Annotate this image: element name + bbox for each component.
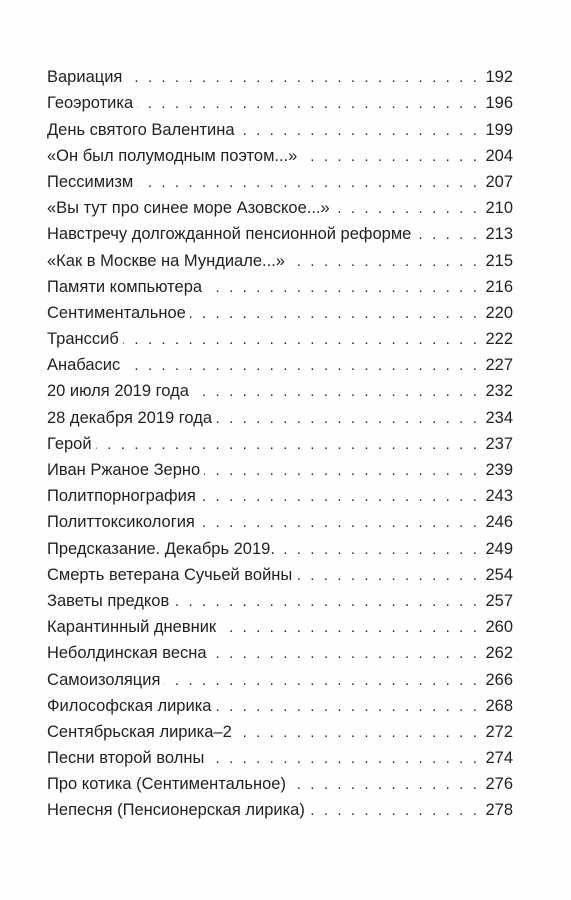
toc-entry [47,271,513,297]
toc-entry [47,532,513,558]
dot-leader [211,644,480,663]
toc-entry-title: Иван Ржаное Зерно [47,461,201,479]
dot-leader [164,671,479,690]
toc-entry-title: Политтоксикология [47,513,195,532]
toc-entry [47,140,513,166]
toc-entry-title: Сентиментальное [47,303,186,322]
toc-entry-page-number: 213 [485,225,513,244]
toc-entry-page-number: 232 [485,382,513,401]
dot-leader [334,199,480,218]
toc-entry-title: «Как в Москве на Мундиале...» [47,251,285,270]
toc-entry-title: Самоизоляция [47,670,161,689]
dot-leader [239,121,480,140]
toc-entry [47,87,513,113]
toc-entry-title: 28 декабря 2019 года [47,408,213,427]
toc-entry-page-number: 207 [485,172,513,191]
dot-leader [96,435,480,454]
dot-leader [137,94,479,113]
toc-entry-page-number: 243 [485,487,513,506]
dot-leader [309,801,480,820]
toc-entry-title: Заветы предков [47,591,170,610]
toc-entry-page-number: 278 [485,801,513,820]
toc-entry-page-number: 222 [485,330,513,349]
toc-entry [47,559,513,585]
toc-entry [47,637,513,663]
dot-leader [220,618,479,637]
toc-entry [47,611,513,637]
toc-entry-title: Неболдинская весна [47,644,207,663]
toc-entry-page-number: 249 [485,539,513,558]
dot-leader [173,592,479,611]
toc-entry [47,506,513,532]
toc-entry-page-number: 276 [485,775,513,794]
toc-entry-page-number: 199 [485,120,513,139]
dot-leader [236,723,480,742]
toc-entry [47,794,513,820]
toc-entry [47,297,513,323]
toc-entry [47,323,513,349]
toc-entry-title: Навстречу долгожданной пенсионной реформе [47,225,412,244]
dot-leader [199,513,480,532]
dot-leader [137,173,479,192]
toc-entry-title: Песни второй волны [47,749,205,768]
dot-leader [190,304,480,323]
toc-entry-page-number: 204 [485,146,513,165]
toc-entry [47,401,513,427]
toc-entry-title: Предсказание. Декабрь 2019. [47,539,275,558]
dot-leader [301,147,479,166]
toc-entry-page-number: 266 [485,670,513,689]
dot-leader [289,252,480,271]
toc-entry [47,192,513,218]
toc-entry-title: Философская лирика [47,696,212,715]
toc-entry-title: Геоэротика [47,94,134,113]
dot-leader [123,330,480,349]
toc-entry-page-number: 272 [485,722,513,741]
toc-entry [47,218,513,244]
dot-leader [206,278,479,297]
dot-leader [126,68,479,87]
toc-entry-page-number: 196 [485,94,513,113]
dot-leader [124,356,479,375]
dot-leader [215,697,479,716]
toc-entry [47,375,513,401]
toc-entry-title: Транссиб [47,330,119,349]
toc-entry-page-number: 239 [485,461,513,479]
toc-entry-page-number: 192 [485,68,513,87]
toc-entry-page-number: 260 [485,618,513,637]
dot-leader [200,487,480,506]
toc-entry-page-number: 237 [485,434,513,453]
dot-leader [208,749,479,768]
toc-entry [47,349,513,375]
toc-entry-title: Вариация [47,68,123,87]
toc-entry-page-number: 257 [485,591,513,610]
toc-entry [47,454,513,480]
toc-entry-title: Памяти компьютера [47,277,203,296]
toc-entry-title: «Вы тут про синее море Азовское...» [47,199,330,218]
toc-entry-title: Анабасис [47,356,121,375]
toc-entry-page-number: 234 [485,408,513,427]
toc-entry-title: День святого Валентина [47,120,235,139]
toc-entry-title: Смерть ветерана Сучьей войны [47,565,293,584]
toc-entry [47,690,513,716]
toc-entry [47,663,513,689]
dot-leader [216,409,479,428]
toc-entry [47,716,513,742]
toc-entry-page-number: 220 [485,303,513,322]
toc-entry [47,61,513,87]
toc-entry [47,244,513,270]
toc-entry-page-number: 254 [485,565,513,584]
dot-leader [296,566,479,585]
toc-entry [47,480,513,506]
toc-entry [47,113,513,139]
dot-leader [279,540,480,559]
toc-entry-title: Герой [47,434,92,453]
dot-leader [193,382,480,401]
toc-entry [47,768,513,794]
toc-entry-title: 20 июля 2019 года [47,382,189,401]
toc-entry [47,428,513,454]
toc-entry [47,585,513,611]
toc-entry-title: «Он был полумодным поэтом...» [47,146,298,165]
toc-entry-page-number: 227 [485,356,513,375]
toc-entry-page-number: 274 [485,749,513,768]
toc-entry-page-number: 268 [485,696,513,715]
toc-entry-title: Политпорнография [47,487,196,506]
toc-entry [47,166,513,192]
toc-entry-page-number: 216 [485,277,513,296]
dot-leader [204,461,479,480]
toc-entry-title: Непесня (Пенсионерская лирика) [47,801,305,820]
toc-entry-page-number: 262 [485,644,513,663]
toc-entry-title: Пессимизм [47,172,134,191]
toc-entry-title: Карантинный дневник [47,618,217,637]
toc-entry-page-number: 215 [485,251,513,270]
toc-entry [47,742,513,768]
table-of-contents [47,61,513,820]
toc-entry-title: Сентябрьская лирика–2 [47,722,232,741]
toc-entry-page-number: 210 [485,199,513,218]
toc-entry-title: Про котика (Сентиментальное) [47,775,286,794]
dot-leader [290,775,480,794]
toc-entry-page-number: 246 [485,513,513,532]
dot-leader [415,225,479,244]
